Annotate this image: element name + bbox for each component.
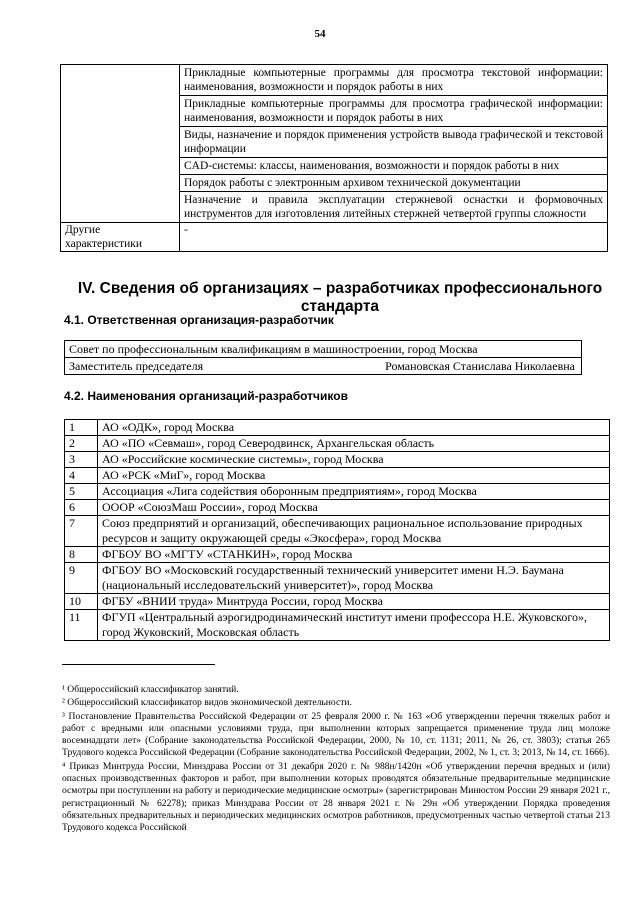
developers-heading: 4.2. Наименования организаций-разработчиков <box>64 389 348 403</box>
row-number: 11 <box>65 610 98 641</box>
org-name: АО «Российские космические системы», город Москва <box>98 452 610 468</box>
row-number: 6 <box>65 500 98 516</box>
knowledge-row: Виды, назначение и порядок применения устройств вывода графической и текстовой информации <box>180 127 607 158</box>
responsible-signer-row <box>65 358 582 375</box>
footnote-4: ⁴ Приказ Минтруда России, Минздрава России от 31 декабря 2020 г. № 988н/1420н «Об утверждении перечня вредных и (или) опасных производственных факторов и работ, при выполнении которых проводятся обязательные предварительные медицинские осмотры при поступлении на работу и периодические медицинские осмотры» (зарегистрирован Минюстом России 29 января 2021 г., регистрационный № 62278); приказ Минздрава России от 28 января 2021 г. № 29н «Об утверждении Порядка проведения обязательных предварительных и периодических медицинских осмотров работников, предусмотренных частью четвертой статьи 213 Трудового кодекса Российской <box>62 760 610 834</box>
page-number: 54 <box>314 28 326 40</box>
table-row <box>65 594 610 610</box>
section-title: IV. Сведения об организациях – разработчиках профессионального стандарта <box>77 280 603 315</box>
org-name: АО «ОДК», город Москва <box>98 420 610 436</box>
responsible-heading: 4.1. Ответственная организация-разработчик <box>64 313 334 327</box>
responsible-org-name: Совет по профессиональным квалификациям в машиностроении, город Москва <box>65 341 582 358</box>
footnotes <box>62 684 610 836</box>
other-characteristics-label: Другие характеристики <box>61 223 180 252</box>
footnote-2: ² Общероссийский классификатор видов экономической деятельности. <box>62 697 352 709</box>
other-characteristics-value: - <box>180 223 608 252</box>
footnote-3: ³ Постановление Правительства Российской Федерации от 25 февраля 2000 г. № 163 «Об утверждении перечня тяжелых работ и работ с вредными или опасными условиями труда, при выполнении которых запрещается применение труда лиц моложе восемнадцати лет» (Собрание законодательства Российской Федерации, 2000, № 10, ст. 1131; 2011, № 26, ст. 3803); статья 265 Трудового кодекса Российской Федерации (Собрание законодательства Российской Федерации, 2002, № 1, ст. 3; 2013, № 14, ст. 1666). <box>62 710 610 759</box>
table-row <box>65 547 610 563</box>
requirements-table <box>60 64 608 252</box>
table-row <box>65 516 610 547</box>
table-row <box>65 563 610 594</box>
knowledge-row: Прикладные компьютерные программы для просмотра графической информации: наименования, возможности и порядок работы в них <box>180 96 607 127</box>
org-name: ФГБОУ ВО «МГТУ «СТАНКИН», город Москва <box>98 547 610 563</box>
org-name: ФГБУ «ВНИИ труда» Минтруда России, город Москва <box>98 594 610 610</box>
row-number: 1 <box>65 420 98 436</box>
knowledge-row: Назначение и правила эксплуатации стержневой оснастки и формовочных инструментов для изготовления литейных стержней четвертой группы сложности <box>184 194 603 220</box>
org-name: ФГУП «Центральный аэрогидродинамический институт имени профессора Н.Е. Жуковского», город Жуковский, Московская область <box>98 610 610 641</box>
developers-table <box>64 419 610 641</box>
knowledge-row: Прикладные компьютерные программы для просмотра текстовой информации: наименования, возможности и порядок работы в них <box>180 65 607 96</box>
footnote-separator <box>62 664 215 665</box>
row-number: 10 <box>65 594 98 610</box>
org-name: АО «РСК «МиГ», город Москва <box>98 468 610 484</box>
table-row <box>65 436 610 452</box>
row-number: 7 <box>65 516 98 547</box>
row-number: 8 <box>65 547 98 563</box>
table-row <box>65 484 610 500</box>
org-name: ФГБОУ ВО «Московский государственный технический университет имени Н.Э. Баумана (национальный исследовательский университет)», город Москва <box>98 563 610 594</box>
knowledge-row: CAD-системы: классы, наименования, возможности и порядок работы в них <box>180 158 607 175</box>
knowledge-cell <box>180 65 608 223</box>
table-row <box>65 452 610 468</box>
row-number: 2 <box>65 436 98 452</box>
footnote-1: ¹ Общероссийский классификатор занятий. <box>62 684 239 695</box>
signer-name: Романовская Станислава Николаевна <box>385 359 575 373</box>
knowledge-row: Порядок работы с электронным архивом технической документации <box>180 175 607 192</box>
table-row <box>65 610 610 641</box>
org-name: Ассоциация «Лига содействия оборонным предприятиям», город Москва <box>98 484 610 500</box>
table-row <box>65 468 610 484</box>
row-number: 4 <box>65 468 98 484</box>
empty-label-cell <box>61 65 180 223</box>
org-name: Союз предприятий и организаций, обеспечивающих рациональное использование природных ресурсов и защиту окружающей среды «Экосфера», город Москва <box>98 516 610 547</box>
table-row <box>65 500 610 516</box>
org-name: АО «ПО «Севмаш», город Северодвинск, Архангельская область <box>98 436 610 452</box>
row-number: 9 <box>65 563 98 594</box>
table-row <box>65 420 610 436</box>
org-name: ОООР «СоюзМаш России», город Москва <box>98 500 610 516</box>
row-number: 3 <box>65 452 98 468</box>
row-number: 5 <box>65 484 98 500</box>
responsible-org-table <box>64 340 582 375</box>
signer-position: Заместитель председателя <box>69 359 204 373</box>
